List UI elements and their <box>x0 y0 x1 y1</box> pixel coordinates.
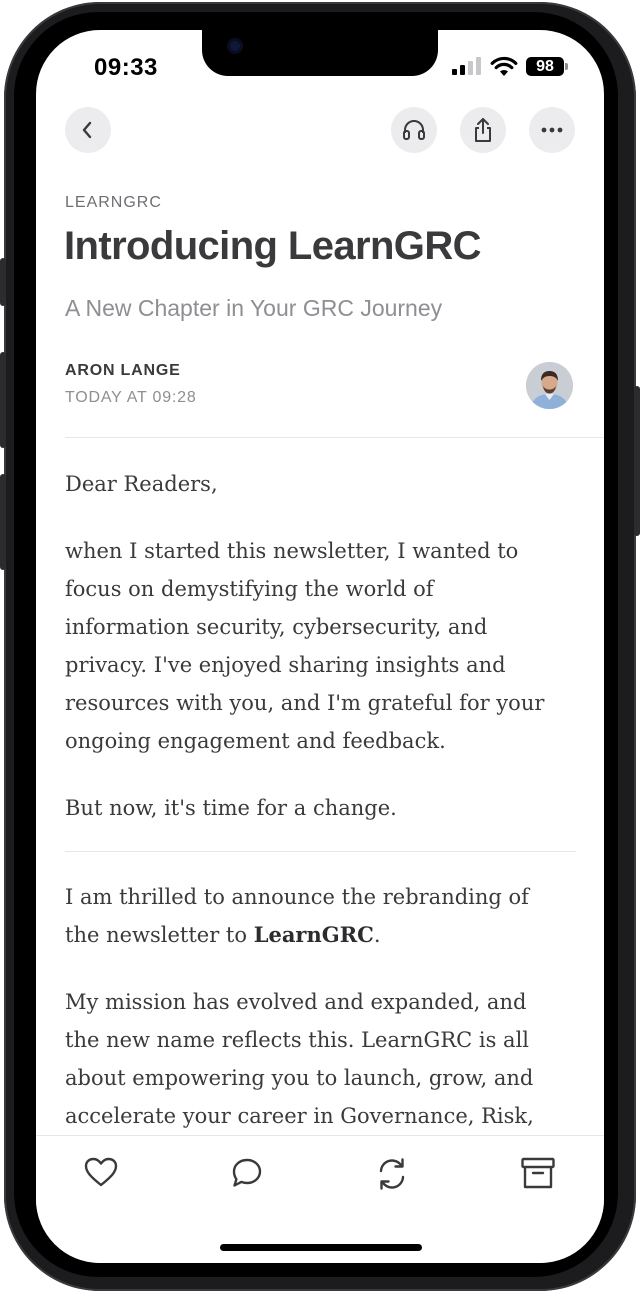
post-date: TODAY AT 09:28 <box>65 389 197 406</box>
side-button-left-2 <box>0 352 6 448</box>
refresh-arrows-icon <box>374 1156 410 1192</box>
article-subtitle: A New Chapter in Your GRC Journey <box>65 295 443 321</box>
section-divider <box>65 851 576 852</box>
article-title: Introducing LearnGRC <box>64 224 481 268</box>
archive-button[interactable] <box>520 1156 556 1195</box>
greeting-paragraph: Dear Readers, <box>65 472 218 496</box>
archive-box-icon <box>520 1156 556 1190</box>
publication-name[interactable]: LEARNGRC <box>65 194 162 211</box>
side-button-left-3 <box>0 474 6 570</box>
comment-button[interactable] <box>230 1156 264 1195</box>
heart-icon <box>83 1156 119 1188</box>
text-line: focus on demystifying the world of <box>65 577 434 601</box>
camera-icon <box>227 38 243 54</box>
listen-button[interactable] <box>391 107 437 153</box>
text-line: privacy. I've enjoyed sharing insights and <box>65 653 506 677</box>
wifi-icon <box>490 56 518 83</box>
side-button-left-1 <box>0 258 6 306</box>
comment-bubble-icon <box>230 1156 264 1190</box>
text-line: the new name reflects this. LearnGRC is all <box>65 1028 529 1052</box>
signal-icon <box>452 57 481 75</box>
more-button[interactable] <box>529 107 575 153</box>
ellipsis-icon <box>541 127 563 133</box>
mission-paragraph <box>65 983 580 1135</box>
text-line: My mission has evolved and expanded, and <box>65 990 527 1014</box>
text-line: information security, cybersecurity, and <box>65 615 488 639</box>
share-icon <box>472 117 494 143</box>
text-span: . <box>373 923 381 947</box>
brand-name-bold: LearnGRC <box>253 922 374 947</box>
text-line: resources with you, and I'm grateful for your <box>65 691 545 715</box>
chevron-left-icon <box>80 121 96 139</box>
side-button-right <box>634 386 640 536</box>
like-button[interactable] <box>83 1156 119 1193</box>
intro-paragraph <box>65 532 580 760</box>
rebrand-paragraph <box>65 878 580 954</box>
text-line <box>65 916 580 954</box>
author-avatar[interactable] <box>526 362 573 409</box>
battery-level: 98 <box>526 57 564 76</box>
header-divider <box>65 437 604 438</box>
text-line: I am thrilled to announce the rebranding of <box>65 885 529 909</box>
share-button[interactable] <box>460 107 506 153</box>
screen <box>36 30 604 1263</box>
text-line: accelerate your career in Governance, Risk, <box>65 1104 534 1128</box>
text-line: ongoing engagement and feedback. <box>65 729 446 753</box>
author-name[interactable]: ARON LANGE <box>65 362 181 379</box>
home-indicator[interactable] <box>220 1244 422 1251</box>
change-paragraph: But now, it's time for a change. <box>65 796 397 820</box>
status-time: 09:33 <box>94 54 158 81</box>
restack-button[interactable] <box>374 1156 410 1197</box>
text-span: the newsletter to <box>65 923 254 947</box>
back-button[interactable] <box>65 107 111 153</box>
text-line: when I started this newsletter, I wanted to <box>65 539 519 563</box>
headphones-icon <box>402 119 426 141</box>
text-line: about empowering you to launch, grow, and <box>65 1066 534 1090</box>
battery-icon <box>565 63 568 70</box>
